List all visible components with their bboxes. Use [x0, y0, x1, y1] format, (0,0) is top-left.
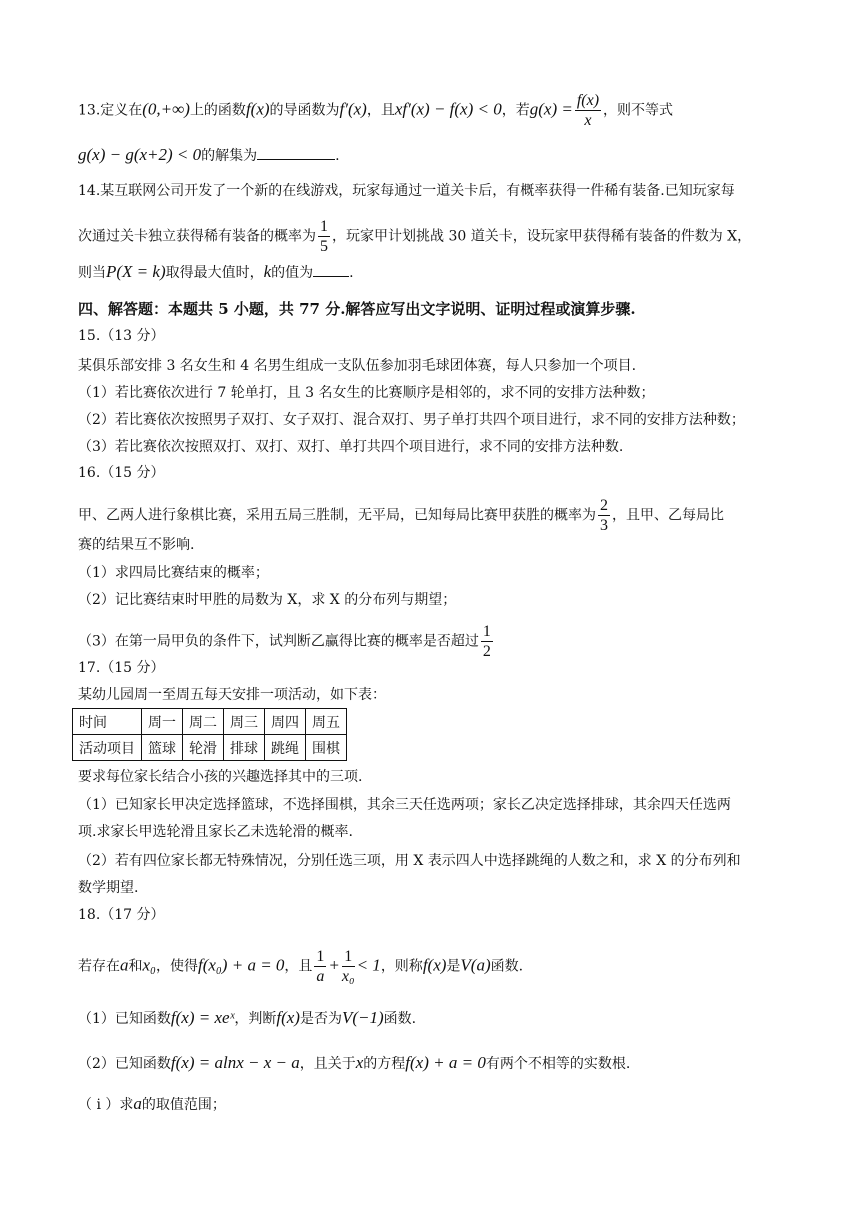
q13-text: 的导函数为 [269, 102, 340, 119]
q13-fraction [575, 91, 601, 130]
q18-text: （ i ）求 [78, 1097, 134, 1113]
q18-text: 的方程 [363, 1056, 406, 1072]
q13-fpx: f′(x) [339, 99, 367, 119]
q18-fx: f(x) [422, 955, 447, 975]
q18-text: 是否为 [299, 1011, 342, 1027]
table-row [73, 709, 347, 735]
q17-part1-line1: （1）已知家长甲决定选择篮球，不选择围棋，其余三天任选两项；家长乙决定选择排球，其余四天任选两 [78, 797, 731, 813]
q14-fraction [318, 217, 330, 256]
q13-inequality2: g(x) − g(x+2) < 0 [78, 145, 202, 164]
q15-stem: 某俱乐部安排 3 名女生和 4 名男生组成一支队伍参加羽毛球团体赛，每人只参加一个项目. [78, 358, 637, 374]
q15-part1: （1）若比赛依次进行 7 轮单打，且 3 名女生的比赛顺序是相邻的，求不同的安排方法种数； [78, 385, 655, 401]
q14-text: 取得最大值时， [165, 265, 264, 281]
fraction-numerator: 1 [482, 623, 491, 640]
table-cell: 活动项目 [73, 735, 142, 761]
q14-prob: P(X = k) [106, 262, 166, 281]
q16-text: （3）在第一局甲负的条件下，试判断乙赢得比赛的概率是否超过 [78, 633, 479, 650]
q17-part2-line2: 数学期望. [78, 880, 139, 896]
q13-text: 上的函数 [189, 102, 246, 119]
q18-text: ，且关于 [299, 1056, 356, 1072]
fraction-denominator: 5 [320, 238, 328, 255]
q14-line3 [78, 262, 800, 283]
table-cell: 周三 [224, 709, 265, 735]
table-cell: 周二 [183, 709, 224, 735]
table-cell: 时间 [73, 709, 142, 735]
table-cell: 周一 [142, 709, 183, 735]
q16-fraction-half [481, 622, 493, 661]
q18-var-a: a [133, 1094, 142, 1113]
q18-function: f(x) = xeˣ [170, 1008, 235, 1027]
q14-text: 次通过关卡独立获得稀有装备的概率为 [78, 228, 316, 245]
q15-part2: （2）若比赛依次按照男子双打、女子双打、混合双打、男子单打共四个项目进行，求不同的安排方法种数； [78, 412, 745, 428]
q13-text: 13.定义在 [78, 102, 143, 119]
table-cell: 篮球 [142, 735, 183, 761]
q17-head: 17.（15 分） [78, 660, 165, 676]
q18-text: 是 [446, 958, 461, 975]
q18-equation: f(x) + a = 0 [405, 1053, 486, 1072]
q18-text: ，且 [284, 958, 313, 975]
table-cell: 跳绳 [265, 735, 306, 761]
fraction-numerator: 2 [600, 497, 608, 514]
q18-var-x0: x₀ [142, 955, 156, 975]
fraction-denominator: a [316, 968, 325, 985]
table-cell: 周四 [265, 709, 306, 735]
q18-va: V(a) [460, 955, 491, 975]
q13-inequality: xf′(x) − f(x) < 0 [394, 99, 502, 119]
q18-plus: + [328, 955, 340, 975]
q18-part2i [78, 1094, 800, 1115]
q14-text: . [349, 265, 354, 281]
q16-head: 16.（15 分） [78, 465, 165, 481]
q14-text: ，玩家甲计划挑战 30 道关卡，设玩家甲获得稀有装备的件数为 X， [332, 228, 752, 245]
fraction-numerator: f(x) [576, 92, 600, 109]
q16-text: ，且甲、乙每局比 [612, 507, 724, 524]
q18-text: 有两个不相等的实数根. [485, 1056, 631, 1072]
q14-line2 [78, 217, 800, 256]
q18-stem [78, 947, 800, 986]
q18-fraction-2 [342, 947, 355, 986]
q16-part3 [78, 622, 800, 661]
q17-stem: 某幼儿园周一至周五每天安排一项活动，如下表： [78, 687, 386, 703]
section-heading: 四、解答题：本题共 5 小题，共 77 分.解答应写出文字说明、证明过程或演算步骤. [78, 300, 636, 318]
q13-text: . [335, 148, 340, 164]
q13-line1 [78, 91, 800, 130]
q18-var-a: a [120, 955, 129, 975]
q17-requirement: 要求每位家长结合小孩的兴趣选择其中的三项. [78, 769, 363, 785]
q16-stem-line2: 赛的结果互不影响. [78, 537, 195, 553]
q13-text: ，则不等式 [603, 102, 674, 119]
q13-text: ，若 [501, 102, 530, 119]
q14-k: k [263, 262, 272, 281]
q18-part2 [78, 1053, 800, 1074]
q18-text: （1）已知函数 [78, 1011, 171, 1027]
q18-part1 [78, 1008, 800, 1029]
activity-table [72, 708, 347, 761]
q13-text: 的解集为 [201, 148, 258, 164]
q18-fraction-1 [314, 947, 326, 986]
q18-equation: f(x₀) + a = 0 [197, 955, 285, 975]
q16-fraction [598, 496, 610, 535]
answer-blank [257, 145, 335, 160]
q13-line2 [78, 145, 800, 166]
table-cell: 轮滑 [183, 735, 224, 761]
table-cell: 排球 [224, 735, 265, 761]
q14-text: 则当 [78, 265, 106, 281]
q18-var-x: x [355, 1053, 364, 1072]
q18-text: 函数. [490, 958, 524, 975]
fraction-denominator: 3 [600, 517, 608, 534]
table-cell: 周五 [306, 709, 347, 735]
q18-lt: < 1 [356, 955, 381, 975]
q16-part2: （2）记比赛结束时甲胜的局数为 X，求 X 的分布列与期望； [78, 592, 457, 608]
q18-v-minus1: V(−1) [341, 1008, 384, 1027]
q13-fx: f(x) [245, 99, 270, 119]
q17-part2-line1: （2）若有四位家长都无特殊情况，分别任选三项，用 X 表示四人中选择跳绳的人数之和，求 X 的分布列和 [78, 853, 741, 869]
q16-stem-line1 [78, 496, 800, 535]
q13-domain: (0,+∞) [142, 99, 190, 119]
q18-text: ，判断 [234, 1011, 277, 1027]
q14-text: 的值为 [271, 265, 314, 281]
q16-text: 甲、乙两人进行象棋比赛，采用五局三胜制，无平局，已知每局比赛甲获胜的概率为 [78, 507, 596, 524]
fraction-denominator: x [584, 112, 592, 129]
fraction-numerator: 1 [320, 218, 328, 235]
fraction-numerator: 1 [316, 948, 325, 965]
q18-text: 函数. [383, 1011, 417, 1027]
q18-text: ，则称 [380, 958, 423, 975]
q13-text: ，且 [366, 102, 395, 119]
q15-head: 15.（13 分） [78, 328, 165, 344]
answer-blank [313, 262, 349, 277]
q13-g-def: g(x) = [529, 99, 573, 119]
q18-function: f(x) = alnx − x − a [170, 1053, 300, 1072]
q18-text: ，使得 [155, 958, 198, 975]
q15-part3: （3）若比赛依次按照双打、双打、双打、单打共四个项目进行，求不同的安排方法种数. [78, 439, 624, 455]
q18-text: 若存在 [78, 958, 120, 975]
q14-line1: 14.某互联网公司开发了一个新的在线游戏，玩家每通过一道关卡后，有概率获得一件稀有装备.已知玩家每 [78, 183, 735, 199]
fraction-numerator: 1 [342, 947, 355, 967]
fraction-denominator: x₀ [341, 968, 355, 985]
fraction-denominator: 2 [482, 643, 491, 660]
q18-fx: f(x) [276, 1008, 300, 1027]
table-cell: 围棋 [306, 735, 347, 761]
q17-part1-line2: 项.求家长甲选轮滑且家长乙未选轮滑的概率. [78, 824, 353, 840]
q18-text: 和 [128, 958, 143, 975]
q18-head: 18.（17 分） [78, 907, 165, 923]
q16-part1: （1）求四局比赛结束的概率； [78, 565, 269, 581]
table-row [73, 735, 347, 761]
q18-text: （2）已知函数 [78, 1056, 171, 1072]
q18-text: 的取值范围； [141, 1097, 226, 1113]
